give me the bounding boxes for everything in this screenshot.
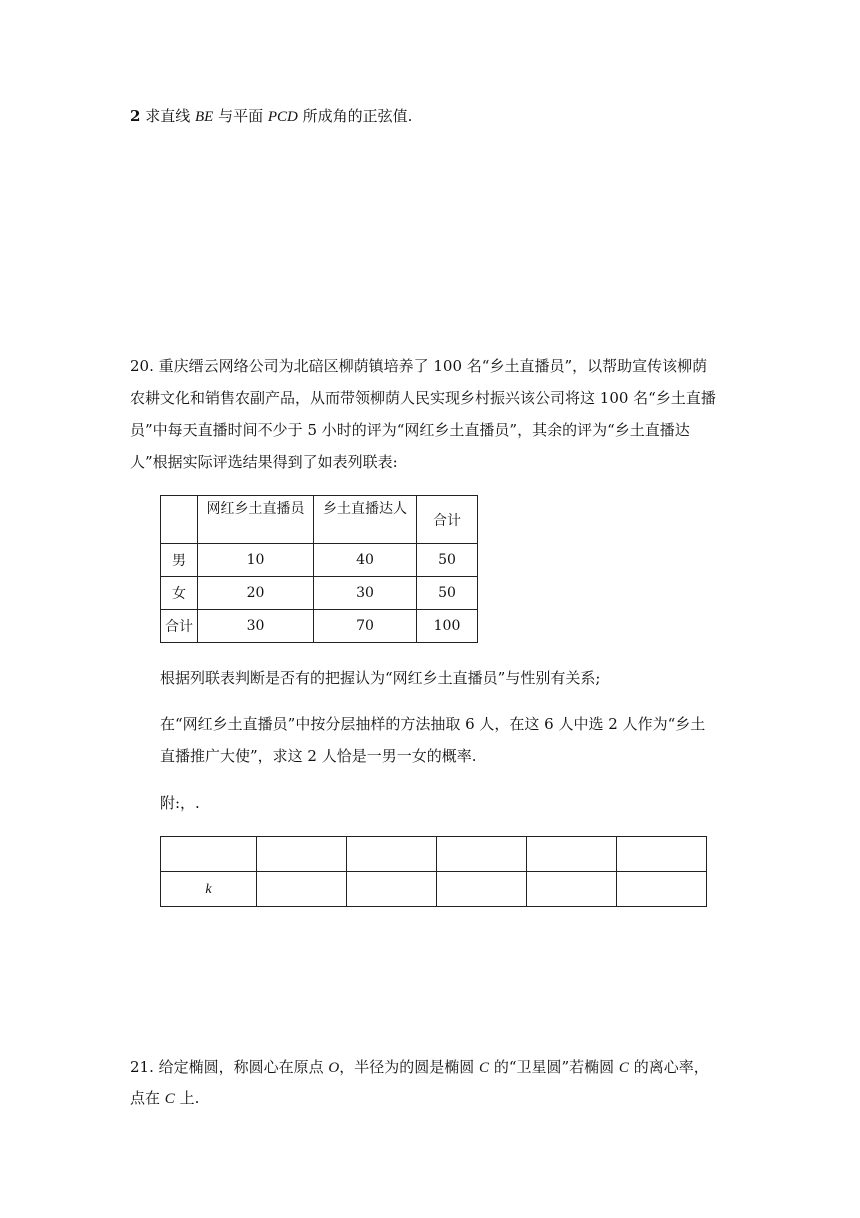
table-cell [527,872,617,907]
ellipse-label: C [618,1060,629,1076]
header-cell: 合计 [417,496,478,544]
text: 与平面 [213,107,268,125]
table-cell [617,872,707,907]
q20-line-4: 人”根据实际评选结果得到了如表列联表: [130,453,398,471]
table-cell: 40 [314,544,417,577]
table-cell: 10 [198,544,314,577]
table-cell [437,837,527,872]
header-cell [161,496,198,544]
text: 的离心率， [628,1058,709,1076]
text: 上. [174,1089,200,1107]
row-label: 女 [161,577,198,610]
row-label: 男 [161,544,198,577]
table-cell: 100 [417,610,478,643]
table-cell [437,872,527,907]
appendix-label: 附:，. [160,794,200,812]
text: 的“卫星圆”若椭圆 [489,1058,619,1076]
q19-part2-line [130,106,412,127]
table-row [161,610,478,643]
table-cell: 20 [198,577,314,610]
table-cell: 50 [417,577,478,610]
ellipse-label: C [164,1091,175,1107]
header-cell: 乡土直播达人 [314,496,417,544]
table-cell [347,872,437,907]
text: 求直线 [145,107,195,125]
q20-line-2: 农耕文化和销售农副产品，从而带领柳荫人民实现乡村振兴该公司将这 100 名“乡土直播 [130,389,716,407]
contingency-table [160,495,478,643]
q20-sub2-line-1: 在“网红乡土直播员”中按分层抽样的方法抽取 6 人，在这 6 人中选 2 人作为“乡土 [160,715,706,733]
q20-sub2-line-2: 直播推广大使”，求这 2 人恰是一男一女的概率. [160,747,477,765]
row-label [161,872,257,907]
table-cell [527,837,617,872]
table-cell [161,837,257,872]
text: 21. 给定椭圆，称圆心在原点 [130,1058,329,1076]
text: 点在 [130,1089,165,1107]
critical-value-table [160,836,707,907]
table-cell: 30 [198,610,314,643]
text: ，半径为的圆是椭圆 [339,1058,480,1076]
text: 所成角的正弦值. [297,107,413,125]
header-cell: 网红乡土直播员 [198,496,314,544]
table-row [161,872,707,907]
table-header-row [161,496,478,544]
table-cell: 50 [417,544,478,577]
q21-line-2 [130,1088,199,1109]
plane-label: PCD [267,109,298,125]
k-label: k [205,881,212,897]
q20-line-1: 20. 重庆缙云网络公司为北碚区柳荫镇培养了 100 名“乡土直播员”，以帮助宣传该柳荫 [130,357,708,375]
ellipse-label: C [479,1060,490,1076]
q20-sub1: 根据列联表判断是否有的把握认为“网红乡土直播员”与性别有关系; [160,669,601,687]
table-cell [617,837,707,872]
origin-label: O [328,1060,340,1076]
q20-line-3: 员”中每天直播时间不少于 5 小时的评为“网红乡土直播员”，其余的评为“乡土直播达 [130,421,690,439]
row-label: 合计 [161,610,198,643]
line-label: BE [195,109,214,125]
part-number: 2 [130,107,141,125]
table-cell [347,837,437,872]
table-cell: 30 [314,577,417,610]
table-cell: 70 [314,610,417,643]
q21-line-1 [130,1057,709,1078]
table-row [161,544,478,577]
table-cell [257,837,347,872]
table-row [161,837,707,872]
table-cell [257,872,347,907]
table-row [161,577,478,610]
